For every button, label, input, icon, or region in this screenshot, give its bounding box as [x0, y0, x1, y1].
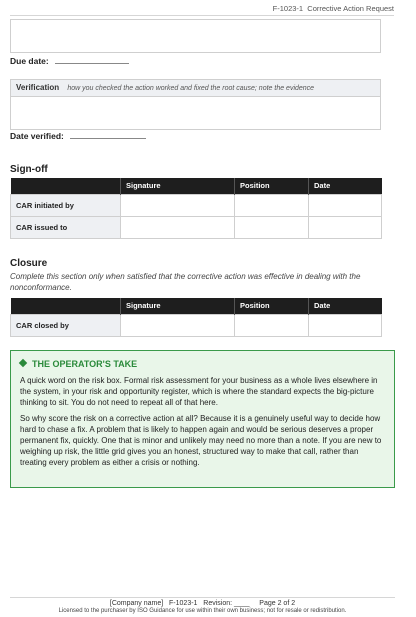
position-cell[interactable]: [235, 194, 309, 216]
callout-paragraph-1: A quick word on the risk box. Formal risk assessment for your business as a whole lives elsewhere in the system, in your risk and opportunity register, which is where the standard expects the big-picture thinking to sit. You do not need to repeat all of that here.: [20, 376, 378, 407]
signoff-col-position: Position: [235, 178, 309, 194]
signoff-title: Sign-off: [10, 164, 48, 175]
verification-hint: how you checked the action worked and fixed the root cause; note the evidence: [67, 85, 315, 92]
action-text-box[interactable]: [10, 19, 381, 53]
due-date-label: Due date:: [10, 56, 49, 66]
closure-col-date: Date: [309, 298, 382, 314]
closure-col-position: Position: [235, 298, 309, 314]
position-cell[interactable]: [235, 216, 309, 238]
closure-col-blank: [11, 298, 121, 314]
doc-title: Corrective Action Request: [307, 4, 394, 13]
footer-license: Licensed to the purchaser by ISO Guidance for use within their own business; not for resale or redistribution.: [58, 608, 347, 614]
closure-title: Closure: [10, 258, 48, 269]
callout-title: [20, 359, 385, 369]
signature-cell[interactable]: [121, 314, 235, 336]
callout-paragraph-2: So why score the risk on a corrective action at all? Because it is a genuinely useful way to decide how hard to chase a fix. A problem that is likely to happen again and would be serious deserves a proper permanent fix, quickly. One that is minor and unlikely may need no more than a note. If you are new to weighing up risk, the little grid gives you an honest, structured way to make that call, rather than treating every problem as either a crisis or nothing.: [20, 414, 382, 467]
callout-title-text: THE OPERATOR'S TAKE: [32, 359, 138, 369]
operators-take-callout: [10, 350, 395, 488]
page-header: [10, 4, 394, 16]
position-cell[interactable]: [235, 314, 309, 336]
verification-input[interactable]: [11, 97, 380, 129]
signoff-table: [10, 178, 382, 239]
due-date-field: [10, 56, 129, 66]
row-label-closed: CAR closed by: [11, 314, 121, 336]
closure-table: [10, 298, 382, 337]
signoff-col-signature: Signature: [121, 178, 235, 194]
verification-title: Verification: [16, 83, 60, 92]
date-cell[interactable]: [309, 194, 382, 216]
diamond-icon: [19, 359, 27, 367]
closure-col-signature: Signature: [121, 298, 235, 314]
date-verified-field: [10, 131, 146, 141]
date-cell[interactable]: [309, 216, 382, 238]
date-verified-label: Date verified:: [10, 131, 64, 141]
signature-cell[interactable]: [121, 194, 235, 216]
row-label-issued: CAR issued to: [11, 216, 121, 238]
signoff-col-date: Date: [309, 178, 382, 194]
signature-cell[interactable]: [121, 216, 235, 238]
table-row: [11, 216, 382, 238]
row-label-initiated: CAR initiated by: [11, 194, 121, 216]
footer-line-1: [Company name] F-1023-1 Revision: ____ Page 2 of 2: [109, 600, 296, 607]
closure-header-row: [11, 298, 382, 314]
table-row: [11, 314, 382, 336]
doc-code: F-1023-1: [272, 4, 304, 13]
due-date-input[interactable]: [55, 56, 129, 64]
verification-box: [10, 79, 381, 130]
verification-header: [11, 80, 380, 97]
signoff-col-blank: [11, 178, 121, 194]
date-verified-input[interactable]: [70, 131, 146, 139]
page-footer: [10, 597, 395, 614]
table-row: [11, 194, 382, 216]
closure-description: Complete this section only when satisfied that the corrective action was effective in dealing with the nonconformance.: [10, 272, 361, 292]
signoff-header-row: [11, 178, 382, 194]
date-cell[interactable]: [309, 314, 382, 336]
